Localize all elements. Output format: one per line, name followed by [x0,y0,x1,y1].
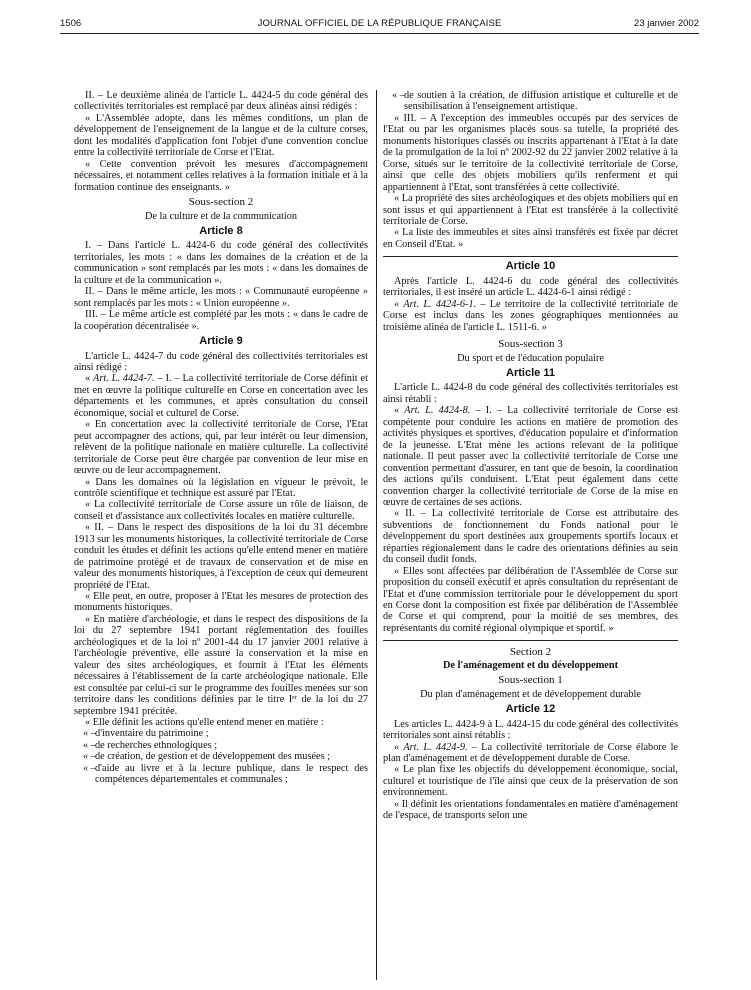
left-column [74,90,368,786]
quote-mark: « [394,298,404,310]
publication-date: 23 janvier 2002 [634,18,699,29]
list-item [74,751,368,762]
subsection-heading: Sous-section 1 [498,674,563,687]
journal-title: JOURNAL OFFICIEL DE LA RÉPUBLIQUE FRANÇAISE [257,18,502,29]
page-header [60,18,699,34]
paragraph: « L'Assemblée adopte, dans les mêmes conditions, un plan de développement de l'enseignement de la langue et de la culture corses, dont les modalités d'application font l'objet d'une convention conclue entre la collectivité territoriale de Corse et l'Etat. [74,112,368,159]
paragraph: II. – Dans le même article, les mots : « Communauté européenne » sont remplacés par les mots : « Union européenne ». [74,286,368,309]
list-marker: « – [83,762,96,774]
paragraph: « En matière d'archéologie, et dans le respect des dispositions de la loi du 27 septembre 1941 portant réglementation des fouilles archéologiques et de la loi nº 2001-44 du 17 janvier 2001 relative à l'archéologie préventive, elle assure la conservation et la mise en valeur des sites archéologiques, et fournit à l'Etat les éléments nécessaires à l'établissement de la carte archéologique nationale. Elle est consultée par celui-ci sur le programme des fouilles menées sur son territoire dans les conditions définies par le titre Iᵉʳ de la loi du 27 septembre 1941 précitée. [74,613,368,717]
list-item-text: de soutien à la création, de diffusion artistique et culturelle et de sensibilisation à l'enseignement artistique. [404,90,678,113]
paragraph-text: – I. – La collectivité territoriale de Corse est compétente pour conduire les actions en matière de promotion des activités physiques et sportives, d'éducation populaire et d'information de la jeunesse. L'Etat mène les actions relevant de la politique nationale. Il peut passer avec la collectivité territoriale de Corse une convention permettant d'assurer, en tant que de besoin, la coordination des actions qu'ils conduisent. L'Etat peut également dans cette convention charger la collectivité territoriale de Corse de la mise en œuvre de certaines de ses actions. [383,405,678,508]
list-item [74,763,368,786]
subsection-heading: Sous-section 2 [188,196,254,209]
paragraph-text: – I. – La collectivité territoriale de Corse définit et met en œuvre la politique culturelle en Corse en concertation avec les départements et les communes, et après consultation du conseil économique, social et culturel de Corse. [74,373,368,419]
paragraph [383,405,678,508]
paragraph [74,373,368,419]
article-reference: Art. L. 4424-8. [404,405,471,417]
article-heading: Article 8 [199,224,243,237]
subsection-title: Du plan d'aménagement et de développement durable [420,688,641,700]
list-item-text: de recherches ethnologiques ; [95,739,218,751]
paragraph: « En concertation avec la collectivité territoriale de Corse, l'Etat peut accompagner des actions, qui, par leur intérêt ou leur dimension, relèvent de la politique nationale en matière culturelle. La collectivité territoriale de Corse peut être chargée par convention de leur mise en œuvre ou de leur accompagnement. [74,419,368,477]
article-heading: Article 12 [505,703,556,716]
list-item-text: de création, de gestion et de développement des musées ; [95,751,331,763]
paragraph: « II. – Dans le respect des dispositions de la loi du 31 décembre 1913 sur les monuments historiques, la collectivité territoriale de Corse conduit les études et définit les actions qu'elle entend mener en matière de patrimoine protégé et de travaux de conservation et de mise en valeur des monuments historiques, à l'exception de ceux qui demeurent propriété de l'Etat. [74,522,368,591]
list-item [74,740,368,751]
paragraph: « Le plan fixe les objectifs du développement économique, social, culturel et touristique de l'île ainsi que ceux de la préservation de son environnement. [383,764,678,799]
list-item-text: d'aide au livre et à la lecture publique, dans le respect des compétences départementales et communales ; [95,762,368,786]
divider [383,640,678,641]
paragraph: « III. – A l'exception des immeubles occupés par des services de l'Etat ou par les organismes placés sous sa tutelle, la propriété des monuments historiques classés ou inscrits appartenant à l'Etat à la date de la promulgation de la loi nº 2002-92 du 22 janvier 2002 relative à la Corse, situés sur le territoire de la collectivité territoriale de Corse, ainsi que celle des objets mobiliers qu'ils renferment et qui appartiennent à l'Etat, sont transférées à cette collectivité. [383,112,678,193]
paragraph: « La collectivité territoriale de Corse assure un rôle de liaison, de conseil et d'assistance aux collectivités locales en matière culturelle. [74,499,368,522]
paragraph-text: – La collectivité territoriale de Corse élabore le plan d'aménagement et de développement durable de Corse. [383,741,678,765]
paragraph: L'article L. 4424-8 du code général des collectivités territoriales est ainsi rétabli : [383,382,678,405]
paragraph: « La propriété des sites archéologiques et des objets mobiliers qui en sont issus et qui appartiennent à l'Etat est transférée à la collectivité territoriale de Corse. [383,193,678,227]
section-title: De l'aménagement et du développement [442,659,619,671]
paragraph: « Dans les domaines où la législation en vigueur le prévoit, le contrôle scientifique et technique est assuré par l'Etat. [74,476,368,499]
quote-mark: « [394,405,405,417]
paragraph [383,299,678,333]
subsection-title: Du sport et de l'éducation populaire [457,352,604,364]
article-reference: Art. L. 4424-9. [403,741,468,753]
paragraph: « Elle définit les actions qu'elle entend mener en matière : [85,717,324,729]
list-marker: « – [392,90,405,101]
section-heading: Section 2 [509,646,552,659]
paragraph: L'article L. 4424-7 du code général des collectivités territoriales est ainsi rédigé : [74,350,368,373]
list-item [383,90,678,113]
paragraph: « La liste des immeubles et sites ainsi transférés est fixée par décret en Conseil d'Etat. » [383,227,678,250]
column-separator [376,90,377,980]
paragraph: I. – Dans l'article L. 4424-6 du code général des collectivités territoriales, les mots : « dans les domaines de la création et de la communication » sont remplacés par les mots : « dans les domaines de la culture et de la communication ». [74,240,368,286]
paragraph: « Il définit les orientations fondamentales en matière d'aménagement de l'espace, de transports selon une [383,798,678,822]
list-marker: « – [83,751,96,763]
article-reference: Art. L. 4424-6-1. [403,298,477,310]
article-heading: Article 11 [506,366,555,379]
list-item-text: d'inventaire du patrimoine ; [95,728,209,740]
header-rule [60,33,699,34]
paragraph: III. – Le même article est complété par les mots : « dans le cadre de la coopération décentralisée ». [74,309,368,332]
paragraph [383,742,678,765]
paragraph: Après l'article L. 4424-6 du code général des collectivités territoriales, il est inséré un article L. 4424-6-1 ainsi rédigé : [383,275,678,299]
paragraph: « Cette convention prévoit les mesures d'accompagnement nécessaires, et notamment celles relatives à la formation initiale et à la formation continue des enseignants. » [74,158,368,193]
subsection-heading: Sous-section 3 [498,338,563,351]
list-item [74,728,368,739]
paragraph: « Elles sont affectées par délibération de l'Assemblée de Corse sur proposition du conseil exécutif et après consultation du représentant de l'Etat et d'une commission territoriale pour le développement du sport en Corse dont la composition est fixée par délibération de l'Assemblée de Corse et qui comprend, pour la moitié de ses membres, des représentants du comité régional olympique et sportif. » [383,565,678,634]
article-heading: Article 10 [505,260,556,273]
list-marker: « – [83,728,96,740]
article-reference: Art. L. 4424-7. [93,373,155,385]
quote-mark: « [85,373,94,385]
paragraph: « II. – La collectivité territoriale de Corse est attributaire des subventions de fonctionnement du Fonds national pour le développement du sport destinées aux groupements sportifs locaux et réparties régionalement dans le cadre des orientations définies au sein du conseil dudit fonds. [383,508,678,566]
paragraph: II. – Le deuxième alinéa de l'article L. 4424-5 du code général des collectivités territoriales est remplacé par deux alinéas ainsi rédigés : [74,90,368,113]
divider [383,256,678,257]
article-heading: Article 9 [199,335,243,348]
subsection-title: De la culture et de la communication [144,210,298,222]
page-number: 1506 [60,18,82,29]
paragraph: Les articles L. 4424-9 à L. 4424-15 du code général des collectivités territoriales sont ainsi rétablis : [383,718,678,742]
paragraph-text: – Le territoire de la collectivité territoriale de Corse est inclus dans les zones géographiques mentionnées au troisième alinéa de l'article L. 1511-6. » [383,298,678,333]
paragraph: « Elle peut, en outre, proposer à l'Etat les mesures de protection des monuments historiques. [74,591,368,614]
right-column [383,90,678,822]
list-marker: « – [83,739,96,751]
quote-mark: « [394,741,404,753]
